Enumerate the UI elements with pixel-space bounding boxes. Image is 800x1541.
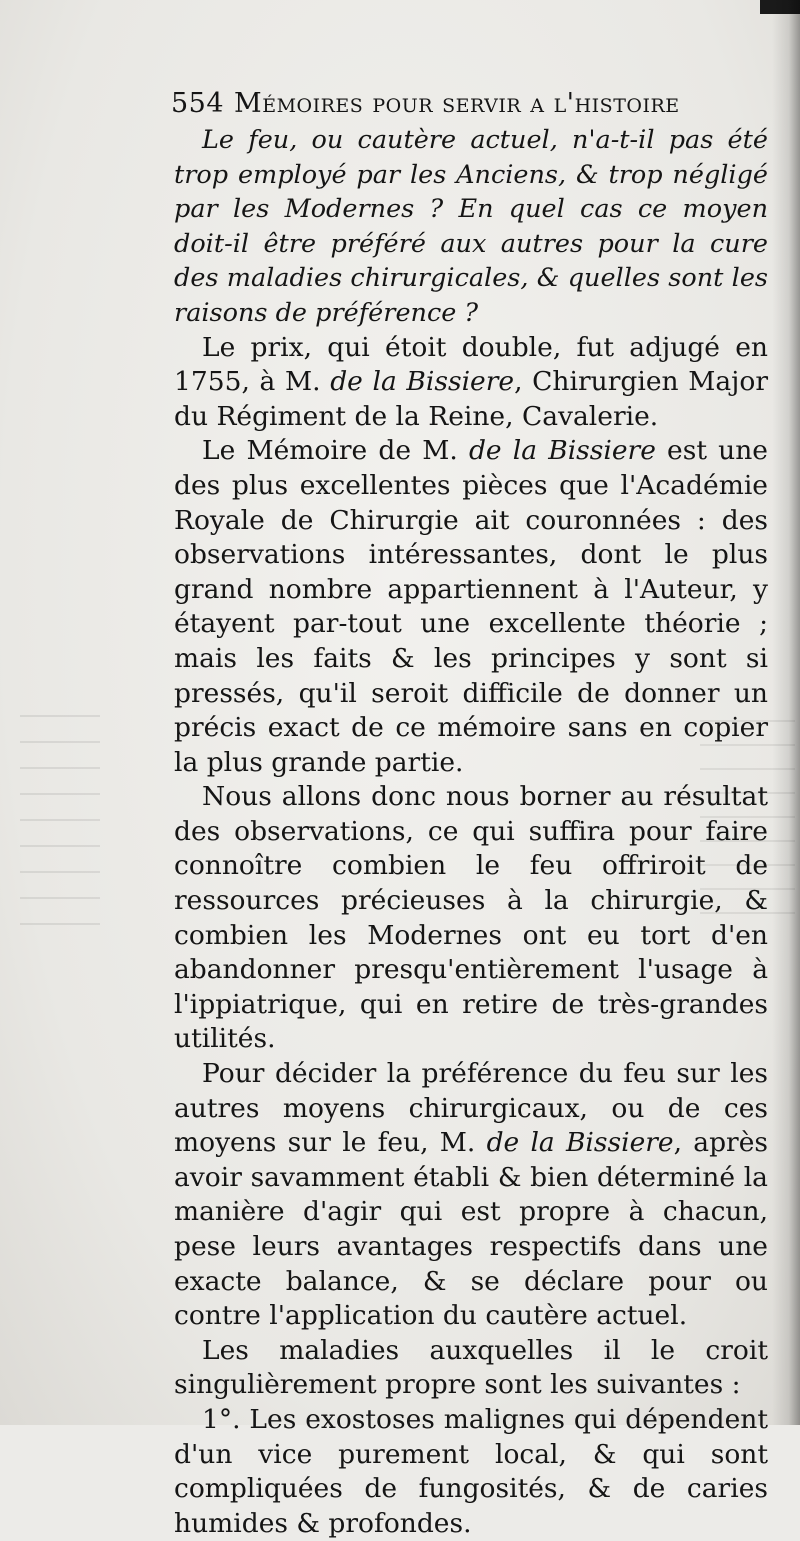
preference-text-end: , après avoir savamment établi & bien déterminé la manière d'agir qui est propre à chacun, pese leurs avantages respectifs dans une exacte balance, & se déclare pour ou contre l'application du cautère actuel. — [174, 1127, 768, 1332]
page-edge-shadow — [772, 0, 800, 1425]
running-header — [171, 88, 771, 119]
list-item-1: 1°. Les exostoses malignes qui dépendent d'un vice purement local, & qui sont compliquées de fungosités, & de caries humides & profondes. — [174, 1403, 768, 1539]
preference-text-start: Pour décider la préférence du feu sur les autres moyens chirurgicaux, ou de ces moyens sur le feu, M. — [174, 1058, 768, 1159]
prize-award-text-start: Le prix, qui étoit double, fut adjugé en 1755, à M. — [174, 331, 768, 398]
author-name: de la Bissiere — [486, 1127, 674, 1159]
ink-bleed-through — [20, 715, 100, 945]
prize-award-paragraph — [174, 331, 768, 435]
preference-paragraph — [174, 1057, 768, 1334]
prize-question-paragraph: Le feu, ou cautère actuel, n'a-t-il pas été trop employé par les Anciens, & trop négligé par les Modernes ? En quel cas ce moyen doit-il être préféré aux autres pour la cure des maladies chirurgicales, & quelles sont les raisons de préférence ? — [174, 125, 768, 328]
observations-paragraph: Nous allons donc nous borner au résultat des observations, ce qui suffira pour faire connoître combien le feu offriroit de ressources précieuses à la chirurgie, & combien les Modernes ont eu tort d'en abandonner presqu'entièrement l'usage à l'ippiatrique, qui en retire de très-grandes utilités. — [174, 781, 768, 1055]
prize-award-text-end: , Chirurgien Major du Régiment de la Reine, Cavalerie. — [174, 366, 768, 432]
memoir-text-end: est une des plus excellentes pièces que l'Académie Royale de Chirurgie ait couronnées : des observations intéressantes, dont le plus grand nombre appartiennent à l'Auteur, y étayent par-tout une excellente théorie ; mais les faits & les principes y sont si pressés, qu'il seroit difficile de donner un précis exact de ce mémoire sans en copier la plus grande partie. — [174, 435, 768, 778]
running-title: Mémoires pour servir a l'histoire — [234, 88, 680, 119]
author-name: de la Bissiere — [330, 366, 515, 398]
memoir-paragraph — [174, 434, 768, 780]
page-text — [174, 123, 768, 1541]
author-name: de la Bissiere — [468, 435, 656, 467]
page-number: 554 — [171, 88, 225, 119]
memoir-text-start: Le Mémoire de M. — [202, 435, 469, 467]
diseases-paragraph: Les maladies auxquelles il le croit singulièrement propre sont les suivantes : — [174, 1334, 768, 1401]
